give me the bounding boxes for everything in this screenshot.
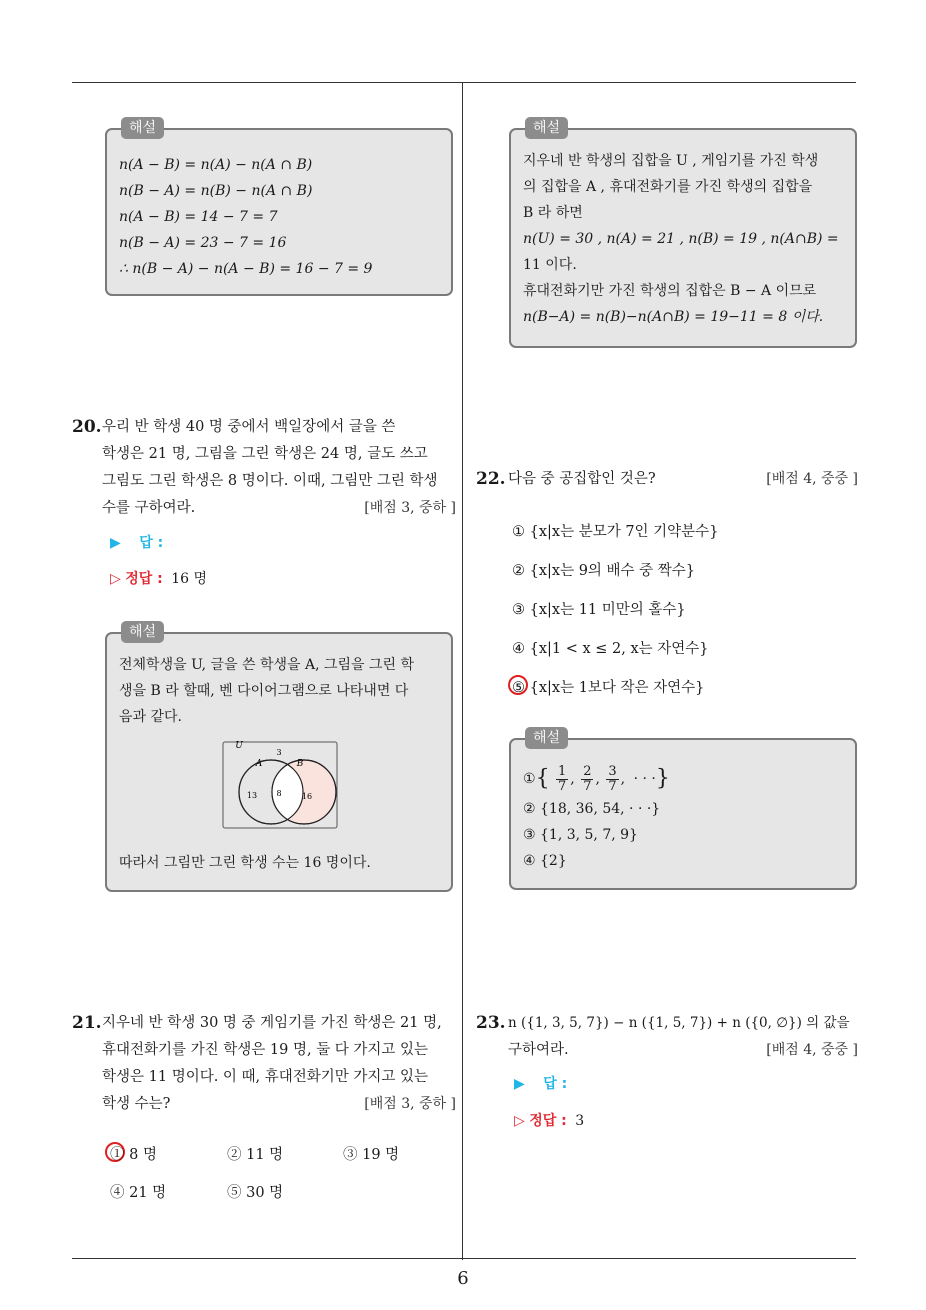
question-text-line: 학생 수는? [102, 1096, 171, 1112]
venn-outside-value: 3 [276, 748, 282, 757]
solution-box-19 [105, 120, 453, 296]
play-icon: ▶ [514, 1076, 525, 1092]
venn-both-value: 8 [276, 789, 282, 798]
solution-line: 휴대전화기만 가진 학생의 집합은 B − A 이므로 [523, 283, 817, 299]
correct-value: 16 명 [171, 571, 208, 587]
venn-label-b: B [296, 759, 304, 769]
answer-row[interactable] [110, 532, 163, 552]
solution-line: n(B − A) = 23 − 7 = 16 [119, 235, 287, 251]
choice-1[interactable]: ① {x|x는 분모가 7인 기약분수} [512, 524, 719, 540]
question-number: 20. [72, 417, 102, 437]
solution-line: ③ {1, 3, 5, 7, 9} [523, 827, 638, 843]
choice-2[interactable]: ② {x|x는 9의 배수 중 짝수} [512, 563, 696, 579]
question-meta: [배점 4, 중중 ] [766, 471, 858, 487]
solution-box-22 [509, 730, 857, 890]
question-21 [72, 1010, 456, 1118]
correct-answer-row [514, 1110, 584, 1130]
answer-label: 답 : [139, 535, 164, 551]
question-meta: [배점 3, 중하 ] [364, 500, 456, 516]
solution-line: ② {18, 36, 54, · · ·} [523, 801, 661, 817]
choice-5[interactable]: ⑤ {x|x는 1보다 작은 자연수} [512, 680, 705, 696]
choice-4[interactable]: ④ {x|1 < x ≤ 2, x는 자연수} [512, 641, 709, 657]
solution-tag: 해설 [121, 117, 164, 139]
solution-box-20 [105, 624, 453, 892]
solution-line: ∴ n(B − A) − n(A − B) = 16 − 7 = 9 [119, 261, 373, 277]
question-20 [72, 414, 456, 522]
solution-tag: 해설 [121, 621, 164, 643]
solution-line: n(B−A) = n(B)−n(A∩B) = 19−11 = 8 이다. [523, 309, 824, 325]
solution-tag: 해설 [525, 117, 568, 139]
top-rule [72, 82, 856, 83]
choice-4[interactable]: ④ 21 명 [110, 1185, 167, 1201]
answer-row[interactable] [514, 1073, 567, 1093]
choice-2[interactable]: ② 11 명 [227, 1147, 284, 1163]
solution-line: 생을 B 라 할때, 벤 다이어그램으로 나타내면 다 [119, 683, 409, 699]
question-meta: [배점 3, 중하 ] [364, 1096, 456, 1112]
correct-value: 3 [575, 1113, 585, 1129]
solution-line: 음과 같다. [119, 709, 182, 725]
venn-a-only-value: 13 [246, 791, 258, 800]
question-text-line: 그림도 그린 학생은 8 명이다. 이때, 그림만 그린 학생 [102, 473, 438, 489]
question-text-line: 학생은 11 명이다. 이 때, 휴대전화기만 가지고 있는 [102, 1069, 429, 1085]
answer-label: 답 : [543, 1076, 568, 1092]
question-text-line: n ({1, 3, 5, 7}) − n ({1, 5, 7}) + n ({0, ∅}) 의 값을 [508, 1015, 850, 1031]
solution-line: 11 이다. [523, 257, 577, 273]
solution-box-21 [509, 120, 857, 348]
venn-label-u: U [235, 741, 243, 751]
question-text-line: 지우네 반 학생 30 명 중 게임기를 가진 학생은 21 명, [102, 1015, 442, 1031]
question-text-line: 휴대전화기를 가진 학생은 19 명, 둘 다 가지고 있는 [102, 1042, 429, 1058]
choice-3[interactable]: ③ 19 명 [343, 1147, 400, 1163]
venn-diagram [221, 740, 341, 832]
solution-line: n(U) = 30 , n(A) = 21 , n(B) = 19 , n(A∩B) = [523, 231, 839, 247]
question-text-line: 수를 구하여라. [102, 500, 196, 516]
solution-line: 의 집합을 A , 휴대전화기를 가진 학생의 집합을 [523, 179, 813, 195]
ellipsis: · · · [633, 771, 656, 787]
question-text-line: 구하여라. [508, 1042, 569, 1058]
solution-line: ④ {2} [523, 853, 567, 869]
fraction: $\frac{2}{7}$ [583, 763, 592, 794]
choice-5[interactable]: ⑤ 30 명 [227, 1185, 284, 1201]
solution-line: 전체학생을 U, 글을 쓴 학생을 A, 그림을 그린 학 [119, 657, 415, 673]
solution-tag: 해설 [525, 727, 568, 749]
solution-line: B 라 하면 [523, 205, 583, 221]
question-22 [476, 466, 858, 493]
venn-b-only-value: 16 [301, 792, 313, 801]
correct-label: 정답 : [125, 571, 163, 587]
solution-line: n(B − A) = n(B) − n(A ∩ B) [119, 183, 313, 199]
triangle-outline-icon: ▷ [514, 1113, 525, 1129]
solution-line-1: ①{ $\frac{1}{7}$ , $\frac{2}{7}$ , $\frac{3}{7}$ , · · ·} [523, 763, 670, 794]
question-number: 21. [72, 1013, 102, 1033]
question-text-line: 우리 반 학생 40 명 중에서 백일장에서 글을 쓴 [102, 419, 396, 435]
bottom-rule [72, 1258, 856, 1259]
solution-line: 지우네 반 학생의 집합을 U , 게임기를 가진 학생 [523, 153, 819, 169]
question-23 [476, 1010, 858, 1064]
correct-label: 정답 : [529, 1113, 567, 1129]
question-number: 22. [476, 469, 506, 489]
column-divider [462, 83, 463, 1260]
fraction: $\frac{1}{7}$ [558, 763, 567, 794]
page-number: 6 [457, 1268, 469, 1289]
solution-line: n(A − B) = n(A) − n(A ∩ B) [119, 157, 313, 173]
solution-line: n(A − B) = 14 − 7 = 7 [119, 209, 278, 225]
solution-conclusion: 따라서 그림만 그린 학생 수는 16 명이다. [119, 855, 371, 871]
play-icon: ▶ [110, 535, 121, 551]
question-number: 23. [476, 1013, 506, 1033]
venn-label-a: A [255, 759, 263, 769]
choice-1[interactable]: ① 8 명 [110, 1147, 157, 1163]
fraction: $\frac{3}{7}$ [608, 763, 617, 794]
triangle-outline-icon: ▷ [110, 571, 121, 587]
solution-prefix: ① [523, 771, 536, 787]
question-meta: [배점 4, 중중 ] [766, 1042, 858, 1058]
question-text-line: 학생은 21 명, 그림을 그린 학생은 24 명, 글도 쓰고 [102, 446, 428, 462]
correct-answer-row [110, 568, 207, 588]
question-text: 다음 중 공집합인 것은? [508, 471, 656, 487]
choice-3[interactable]: ③ {x|x는 11 미만의 홀수} [512, 602, 686, 618]
